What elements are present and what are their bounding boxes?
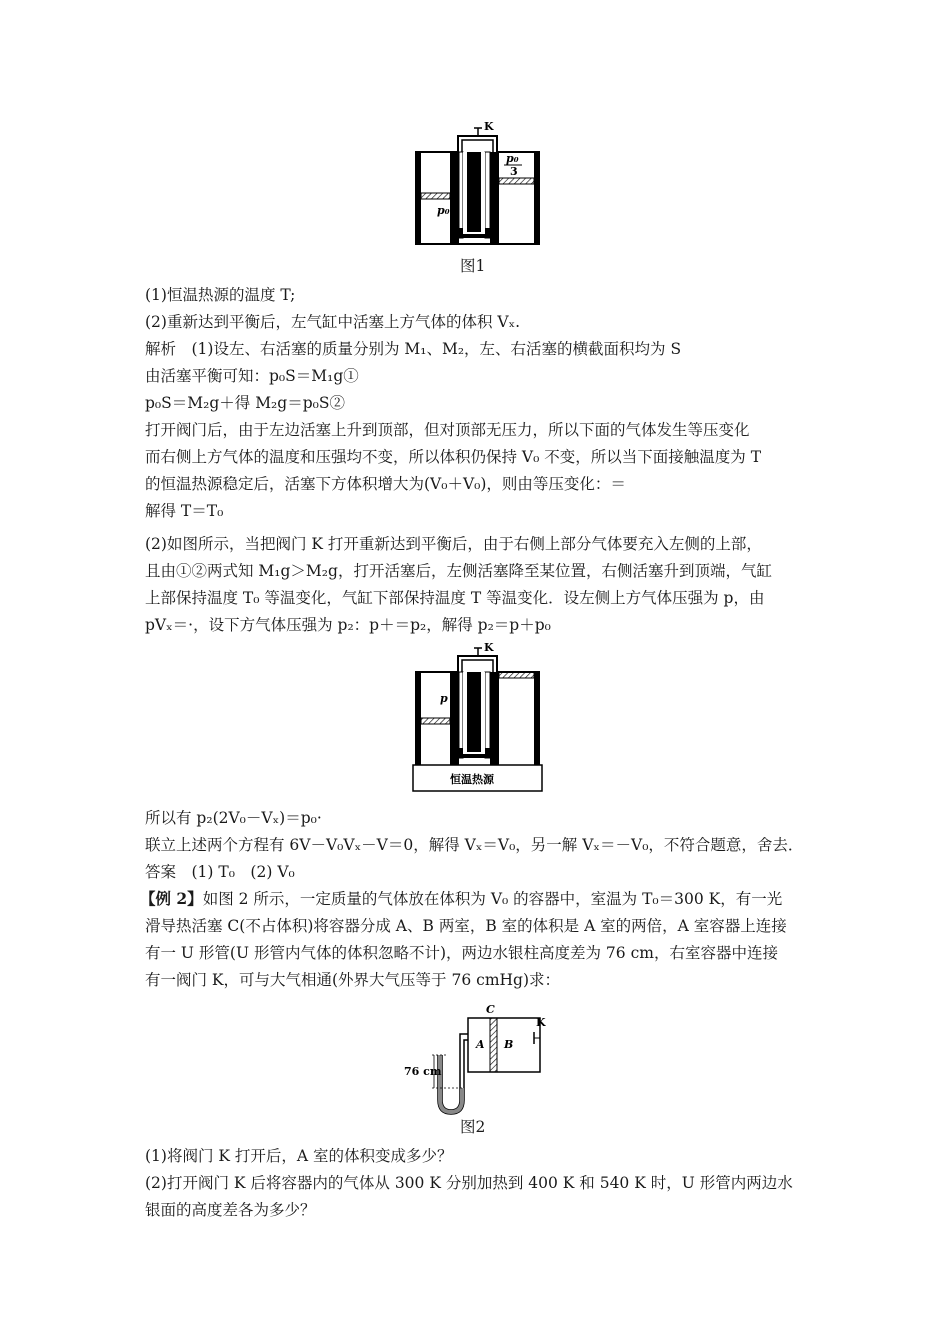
mid-label-p: p: [440, 692, 448, 705]
text-line: 所以有 p₂(2V₀－Vₓ)＝p₀·: [145, 809, 322, 827]
fig2-label-c: C: [486, 1003, 495, 1016]
heat-source-label: 恒温热源: [450, 773, 494, 786]
text-line: 滑导热活塞 C(不占体积)将容器分成 A、B 两室，B 室的体积是 A 室的两倍，A 室容器上连接: [145, 917, 787, 935]
text-line: 如图 2 所示，一定质量的气体放在体积为 V₀ 的容器中，室温为 T₀＝300 K，有一光: [202, 890, 783, 908]
text-line: pVₓ＝·，设下方气体压强为 p₂：p＋＝p₂，解得 p₂＝p＋p₀: [145, 616, 551, 634]
text-line: (1)将阀门 K 打开后，A 室的体积变成多少？: [145, 1147, 453, 1165]
fig2-label-k: K: [536, 1016, 546, 1029]
text-line: 由活塞平衡可知：p₀S＝M₁g①: [145, 367, 359, 385]
text-line: 解得 T＝T₀: [145, 502, 224, 520]
figure-2-caption: 图2: [460, 1118, 486, 1136]
fig1-label-p0-right-den: 3: [510, 165, 518, 178]
figure-heat-source: [410, 640, 545, 795]
text-line: 打开阀门后，由于左边活塞上升到顶部，但对顶部无压力，所以下面的气体发生等压变化: [145, 421, 750, 439]
text-line: 解析 (1)设左、右活塞的质量分别为 M₁、M₂，左、右活塞的横截面积均为 S: [145, 340, 682, 358]
example-tag: 【例 2】: [140, 889, 203, 908]
fig2-label-b: B: [504, 1038, 514, 1051]
text-line: 的恒温热源稳定后，活塞下方体积增大为(V₀＋V₀)，则由等压变化：＝: [145, 475, 626, 493]
text-line: 且由①②两式知 M₁g＞M₂g，打开活塞后，左侧活塞降至某位置，右侧活塞升到顶端，气缸: [145, 562, 772, 580]
text-line: 有一 U 形管(U 形管内气体的体积忽略不计)，两边水银柱高度差为 76 cm，右室容器中连接: [145, 944, 778, 962]
fig1-label-p0-left: p₀: [437, 204, 450, 217]
mid-label-k: K: [484, 641, 494, 654]
text-line: 有一阀门 K，可与大气相通(外界大气压等于 76 cmHg)求：: [145, 971, 560, 989]
text-line: p₀S＝M₂g＋得 M₂g＝p₀S②: [145, 394, 345, 412]
text-line: (2)重新达到平衡后，左气缸中活塞上方气体的体积 Vₓ.: [145, 313, 521, 331]
text-line: 上部保持温度 T₀ 等温变化，气缸下部保持温度 T 等温变化．设左侧上方气体压强为 p，由: [145, 589, 765, 607]
text-line: 而右侧上方气体的温度和压强均不变，所以体积仍保持 V₀ 不变，所以当下面接触温度为 T: [145, 448, 762, 466]
text-line: 银面的高度差各为多少？: [145, 1201, 316, 1219]
fig2-label-a: A: [476, 1038, 485, 1051]
figure-1-cylinders: [410, 118, 545, 248]
text-line: (2)打开阀门 K 后将容器内的气体从 300 K 分别加热到 400 K 和 540 K 时，U 形管内两边水: [145, 1174, 793, 1192]
text-line: 联立上述两个方程有 6V－V₀Vₓ－V＝0，解得 Vₓ＝V₀，另一解 Vₓ＝－V₀，不符合题意，舍去．: [145, 836, 804, 854]
figure-2-container: [402, 1000, 562, 1115]
text-line: 答案 (1) T₀ (2) V₀: [145, 863, 295, 881]
fig1-label-p0-right-num: p₀: [506, 152, 519, 165]
example-line: [140, 889, 782, 909]
text-line: (2)如图所示，当把阀门 K 打开重新达到平衡后，由于右侧上部分气体要充入左侧的上部，: [145, 535, 762, 553]
text-line: (1)恒温热源的温度 T;: [145, 286, 296, 304]
fig1-label-k: K: [484, 120, 494, 133]
figure-1-caption: 图1: [460, 257, 486, 275]
fig2-label-76cm: 76 cm: [404, 1065, 442, 1078]
